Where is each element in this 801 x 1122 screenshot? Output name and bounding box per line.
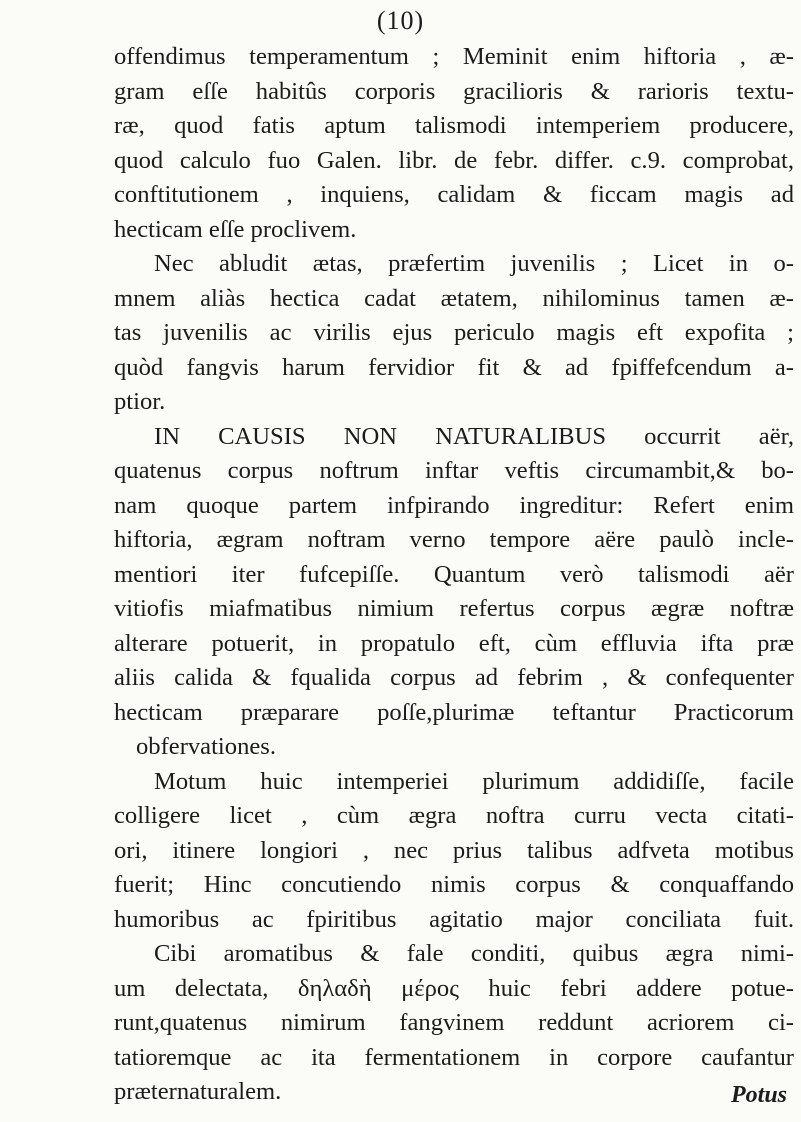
text-line: colligere licet , cùm ægra noftra curru vecta citati-	[114, 802, 794, 829]
text-line: vitiofis miafmatibus nimium refertus corpus ægræ noftræ	[114, 595, 794, 622]
text-line: præternaturalem.	[114, 1078, 282, 1105]
catchword: Potus	[730, 1082, 787, 1108]
text-line: ræ, quod fatis aptum talismodi intemperiem producere,	[114, 112, 794, 139]
page-number: (10)	[376, 6, 425, 35]
text-line: nam quoque partem infpirando ingreditur: Refert enim	[114, 491, 794, 519]
text-line: tatioremque ac ita fermentationem in corpore caufantur	[114, 1043, 794, 1071]
text-line: ptior.	[114, 388, 166, 415]
text-line: IN CAUSIS NON NATURALIBUS occurrit aër,	[154, 422, 794, 450]
text-line: um delectata, δηλαδὴ μέρος huic febri addere potue-	[114, 974, 794, 1002]
text-line: hiftoria, ægram noftram verno tempore aëre paulò incle-	[114, 526, 794, 553]
text-line: Motum huic intemperiei plurimum addidiſſe, facile	[154, 767, 794, 795]
text-line: fuerit; Hinc concutiendo nimis corpus & conquaffando	[114, 871, 794, 898]
text-line: aliis calida & fqualida corpus ad febrim , & confequenter	[114, 664, 794, 691]
text-line: Nec abludit ætas, præfertim juvenilis ; Licet in o-	[154, 250, 794, 277]
text-line: mnem aliàs hectica cadat ætatem, nihilominus tamen æ-	[114, 284, 794, 312]
text-line: hecticam eſſe proclivem.	[114, 215, 357, 243]
text-line: Cibi aromatibus & fale conditi, quibus ægra nimi-	[154, 940, 794, 967]
text-line: offendimus temperamentum ; Meminit enim hiftoria , æ-	[114, 43, 794, 70]
text-line: quatenus corpus noftrum inftar veftis circumambit,& bo-	[114, 457, 794, 484]
text-line: obfervationes.	[136, 733, 276, 760]
text-line: hecticam præparare poſſe,plurimæ teftantur Practicorum	[114, 698, 794, 726]
text-line: gram eſſe habitûs corporis gracilioris & rarioris textu-	[114, 77, 794, 105]
text-line: alterare potuerit, in propatulo eft, cùm effluvia ifta præ	[114, 629, 794, 657]
text-line: quòd fangvis harum fervidior fit & ad fpiffefcendum a-	[114, 353, 794, 381]
text-line: runt,quatenus nimirum fangvinem reddunt acriorem ci-	[114, 1009, 794, 1036]
text-line: tas juvenilis ac virilis ejus periculo magis eft expofita ;	[114, 319, 794, 346]
text-line: conftitutionem , inquiens, calidam & ficcam magis ad	[114, 181, 794, 208]
text-line: mentiori iter fufcepiſſe. Quantum verò talismodi aër	[114, 560, 794, 588]
text-line: quod calculo fuo Galen. libr. de febr. differ. c.9. comprobat,	[114, 146, 794, 174]
text-line: ori, itinere longiori , nec prius talibus adfveta motibus	[114, 836, 794, 864]
text-line: humoribus ac fpiritibus agitatio major conciliata fuit.	[114, 905, 794, 933]
body-text	[114, 40, 794, 1110]
